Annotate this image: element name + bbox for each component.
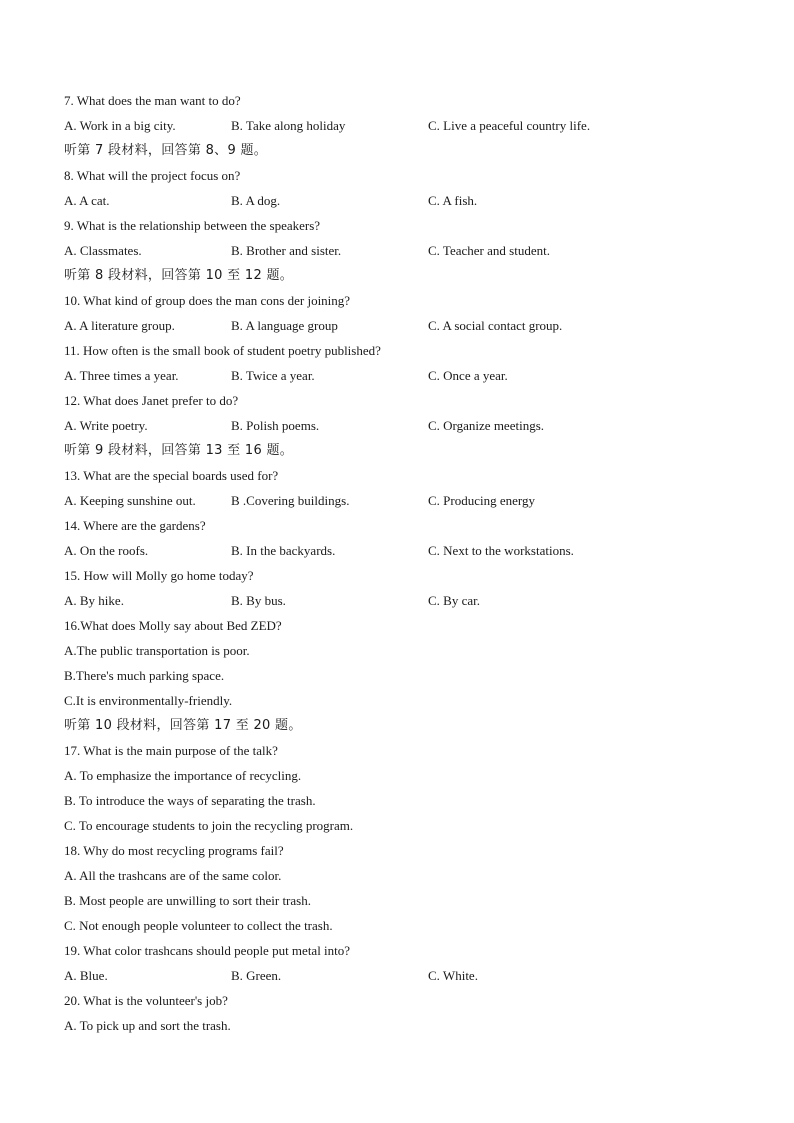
options-row — [64, 238, 744, 263]
options-row — [64, 363, 744, 388]
option-b: B. By bus. — [231, 593, 286, 608]
question-text: B.There's much parking space. — [64, 668, 225, 683]
options-row — [64, 413, 744, 438]
section-instruction: 听第 7 段材料，回答第 8、9 题。 — [64, 143, 268, 158]
option-c: C. Organize meetings. — [428, 418, 545, 433]
question-text: 11. How often is the small book of student poetry published? — [64, 343, 381, 358]
option-a: A. Classmates. — [64, 243, 142, 258]
question-text: 13. What are the special boards used for? — [64, 468, 279, 483]
question-text: 18. Why do most recycling programs fail? — [64, 843, 284, 858]
question-text: C. To encourage students to join the recycling program. — [64, 818, 354, 833]
options-row — [64, 588, 744, 613]
question-text: B. To introduce the ways of separating the trash. — [64, 793, 316, 808]
option-a: A. Keeping sunshine out. — [64, 493, 196, 508]
options-row — [64, 538, 744, 563]
question-text: 9. What is the relationship between the speakers? — [64, 218, 321, 233]
question-text: A. All the trashcans are of the same color. — [64, 868, 282, 883]
options-row — [64, 188, 744, 213]
option-c: C. Live a peaceful country life. — [428, 118, 591, 133]
option-b: B. Green. — [231, 968, 282, 983]
option-b: B. Twice a year. — [231, 368, 315, 383]
section-instruction: 听第 8 段材料，回答第 10 至 12 题。 — [64, 268, 294, 283]
question-text: 15. How will Molly go home today? — [64, 568, 254, 583]
option-b: B. Brother and sister. — [231, 243, 342, 258]
listening-questions — [64, 88, 744, 1038]
question-text: 8. What will the project focus on? — [64, 168, 241, 183]
options-row — [64, 113, 744, 138]
option-c: C. Next to the workstations. — [428, 543, 574, 558]
question-text: 19. What color trashcans should people put metal into? — [64, 943, 351, 958]
option-a: A. By hike. — [64, 593, 124, 608]
option-b: B. Polish poems. — [231, 418, 320, 433]
option-a: A. On the roofs. — [64, 543, 149, 558]
question-text: B. Most people are unwilling to sort their trash. — [64, 893, 311, 908]
option-a: A. Write poetry. — [64, 418, 148, 433]
question-text: C. Not enough people volunteer to collect the trash. — [64, 918, 333, 933]
question-text: 16.What does Molly say about Bed ZED? — [64, 618, 282, 633]
question-text: 12. What does Janet prefer to do? — [64, 393, 239, 408]
option-c: C. Once a year. — [428, 368, 508, 383]
option-c: C. By car. — [428, 593, 480, 608]
option-b: B. A language group — [231, 318, 338, 333]
question-text: 14. Where are the gardens? — [64, 518, 206, 533]
question-text: A.The public transportation is poor. — [64, 643, 250, 658]
option-c: C. A fish. — [428, 193, 478, 208]
options-row — [64, 488, 744, 513]
question-text: C.It is environmentally-friendly. — [64, 693, 233, 708]
option-b: B. In the backyards. — [231, 543, 336, 558]
option-c: C. A social contact group. — [428, 318, 563, 333]
question-text: 17. What is the main purpose of the talk? — [64, 743, 278, 758]
options-row — [64, 313, 744, 338]
question-text: A. To emphasize the importance of recycling. — [64, 768, 302, 783]
question-text: A. To pick up and sort the trash. — [64, 1018, 231, 1033]
question-text: 20. What is the volunteer's job? — [64, 993, 228, 1008]
section-instruction: 听第 9 段材料，回答第 13 至 16 题。 — [64, 443, 294, 458]
option-a: A. Blue. — [64, 968, 108, 983]
question-text: 7. What does the man want to do? — [64, 93, 241, 108]
option-a: A. Three times a year. — [64, 368, 179, 383]
option-c: C. Producing energy — [428, 493, 535, 508]
option-b: B. A dog. — [231, 193, 281, 208]
options-row — [64, 963, 744, 988]
section-instruction: 听第 10 段材料，回答第 17 至 20 题。 — [64, 718, 302, 733]
option-b: B .Covering buildings. — [231, 493, 350, 508]
question-text: 10. What kind of group does the man cons der joining? — [64, 293, 351, 308]
option-a: A. A cat. — [64, 193, 110, 208]
option-b: B. Take along holiday — [231, 118, 346, 133]
option-a: A. A literature group. — [64, 318, 175, 333]
option-c: C. White. — [428, 968, 478, 983]
option-a: A. Work in a big city. — [64, 118, 176, 133]
option-c: C. Teacher and student. — [428, 243, 550, 258]
